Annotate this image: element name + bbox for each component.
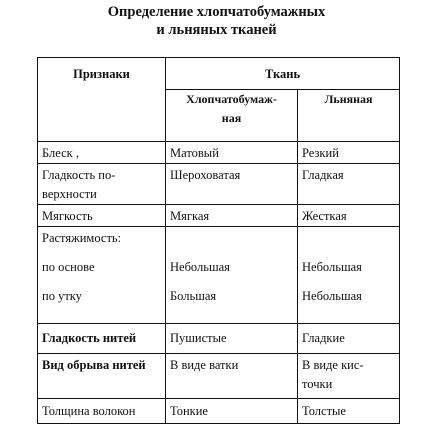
cell-sign-line3: по утку: [42, 289, 82, 303]
cell-sign: [38, 227, 166, 324]
table-header-row: [38, 58, 400, 90]
table-row: [38, 399, 400, 424]
cell-cotton: Матовый: [166, 142, 298, 164]
cell-cotton-line1: Небольшая: [170, 260, 230, 274]
cell-linen-line1: Небольшая: [302, 260, 362, 274]
cell-sign: Толщина волокон: [38, 399, 166, 424]
cell-linen: Гладкая: [298, 164, 400, 205]
header-linen: Льняная: [298, 90, 400, 142]
cell-linen: Толстые: [298, 399, 400, 424]
cell-sign-line1: Растяжимость:: [42, 231, 122, 245]
cell-linen: [298, 227, 400, 324]
cell-cotton-line2: Большая: [170, 289, 217, 303]
table-row: [38, 227, 400, 324]
cell-linen-line2: Небольшая: [302, 289, 362, 303]
cell-sign-line1: Гладкость по-: [42, 168, 116, 182]
cell-sign: [38, 164, 166, 205]
cell-cotton: Тонкие: [166, 399, 298, 424]
header-cotton-line2: ная: [221, 111, 242, 125]
cell-sign-line2: верхности: [42, 187, 97, 201]
cell-linen-line2: точки: [302, 377, 333, 391]
header-signs: Признаки: [38, 58, 166, 142]
cell-linen: Резкий: [298, 142, 400, 164]
cell-sign-line2: по основе: [42, 260, 95, 274]
cell-sign: Мягкость: [38, 205, 166, 227]
cell-linen: Гладкие: [298, 324, 400, 354]
cell-cotton: Мягкая: [166, 205, 298, 227]
table-row: [38, 324, 400, 354]
fabric-comparison-table: [37, 57, 400, 424]
table-row: [38, 354, 400, 399]
cell-cotton: Шероховатая: [166, 164, 298, 205]
cell-sign: Вид обрыва нитей: [38, 354, 166, 399]
cell-sign: Блеск ,: [38, 142, 166, 164]
cell-sign: Гладкость нитей: [38, 324, 166, 354]
table-row: [38, 205, 400, 227]
header-cotton: [166, 90, 298, 142]
cell-linen-line1: В виде кис-: [302, 358, 364, 372]
cell-linen: [298, 354, 400, 399]
header-fabric: Ткань: [166, 58, 400, 90]
cell-cotton: В виде ватки: [166, 354, 298, 399]
cell-cotton: [166, 227, 298, 324]
header-cotton-line1: Хлопчатобумаж-: [186, 92, 277, 106]
table-row: [38, 164, 400, 205]
page-title-line2: и льняных тканей: [156, 22, 277, 38]
cell-cotton: Пушистые: [166, 324, 298, 354]
cell-linen: Жесткая: [298, 205, 400, 227]
page-title-line1: Определение хлопчатобумажных: [107, 4, 326, 20]
table-row: [38, 142, 400, 164]
